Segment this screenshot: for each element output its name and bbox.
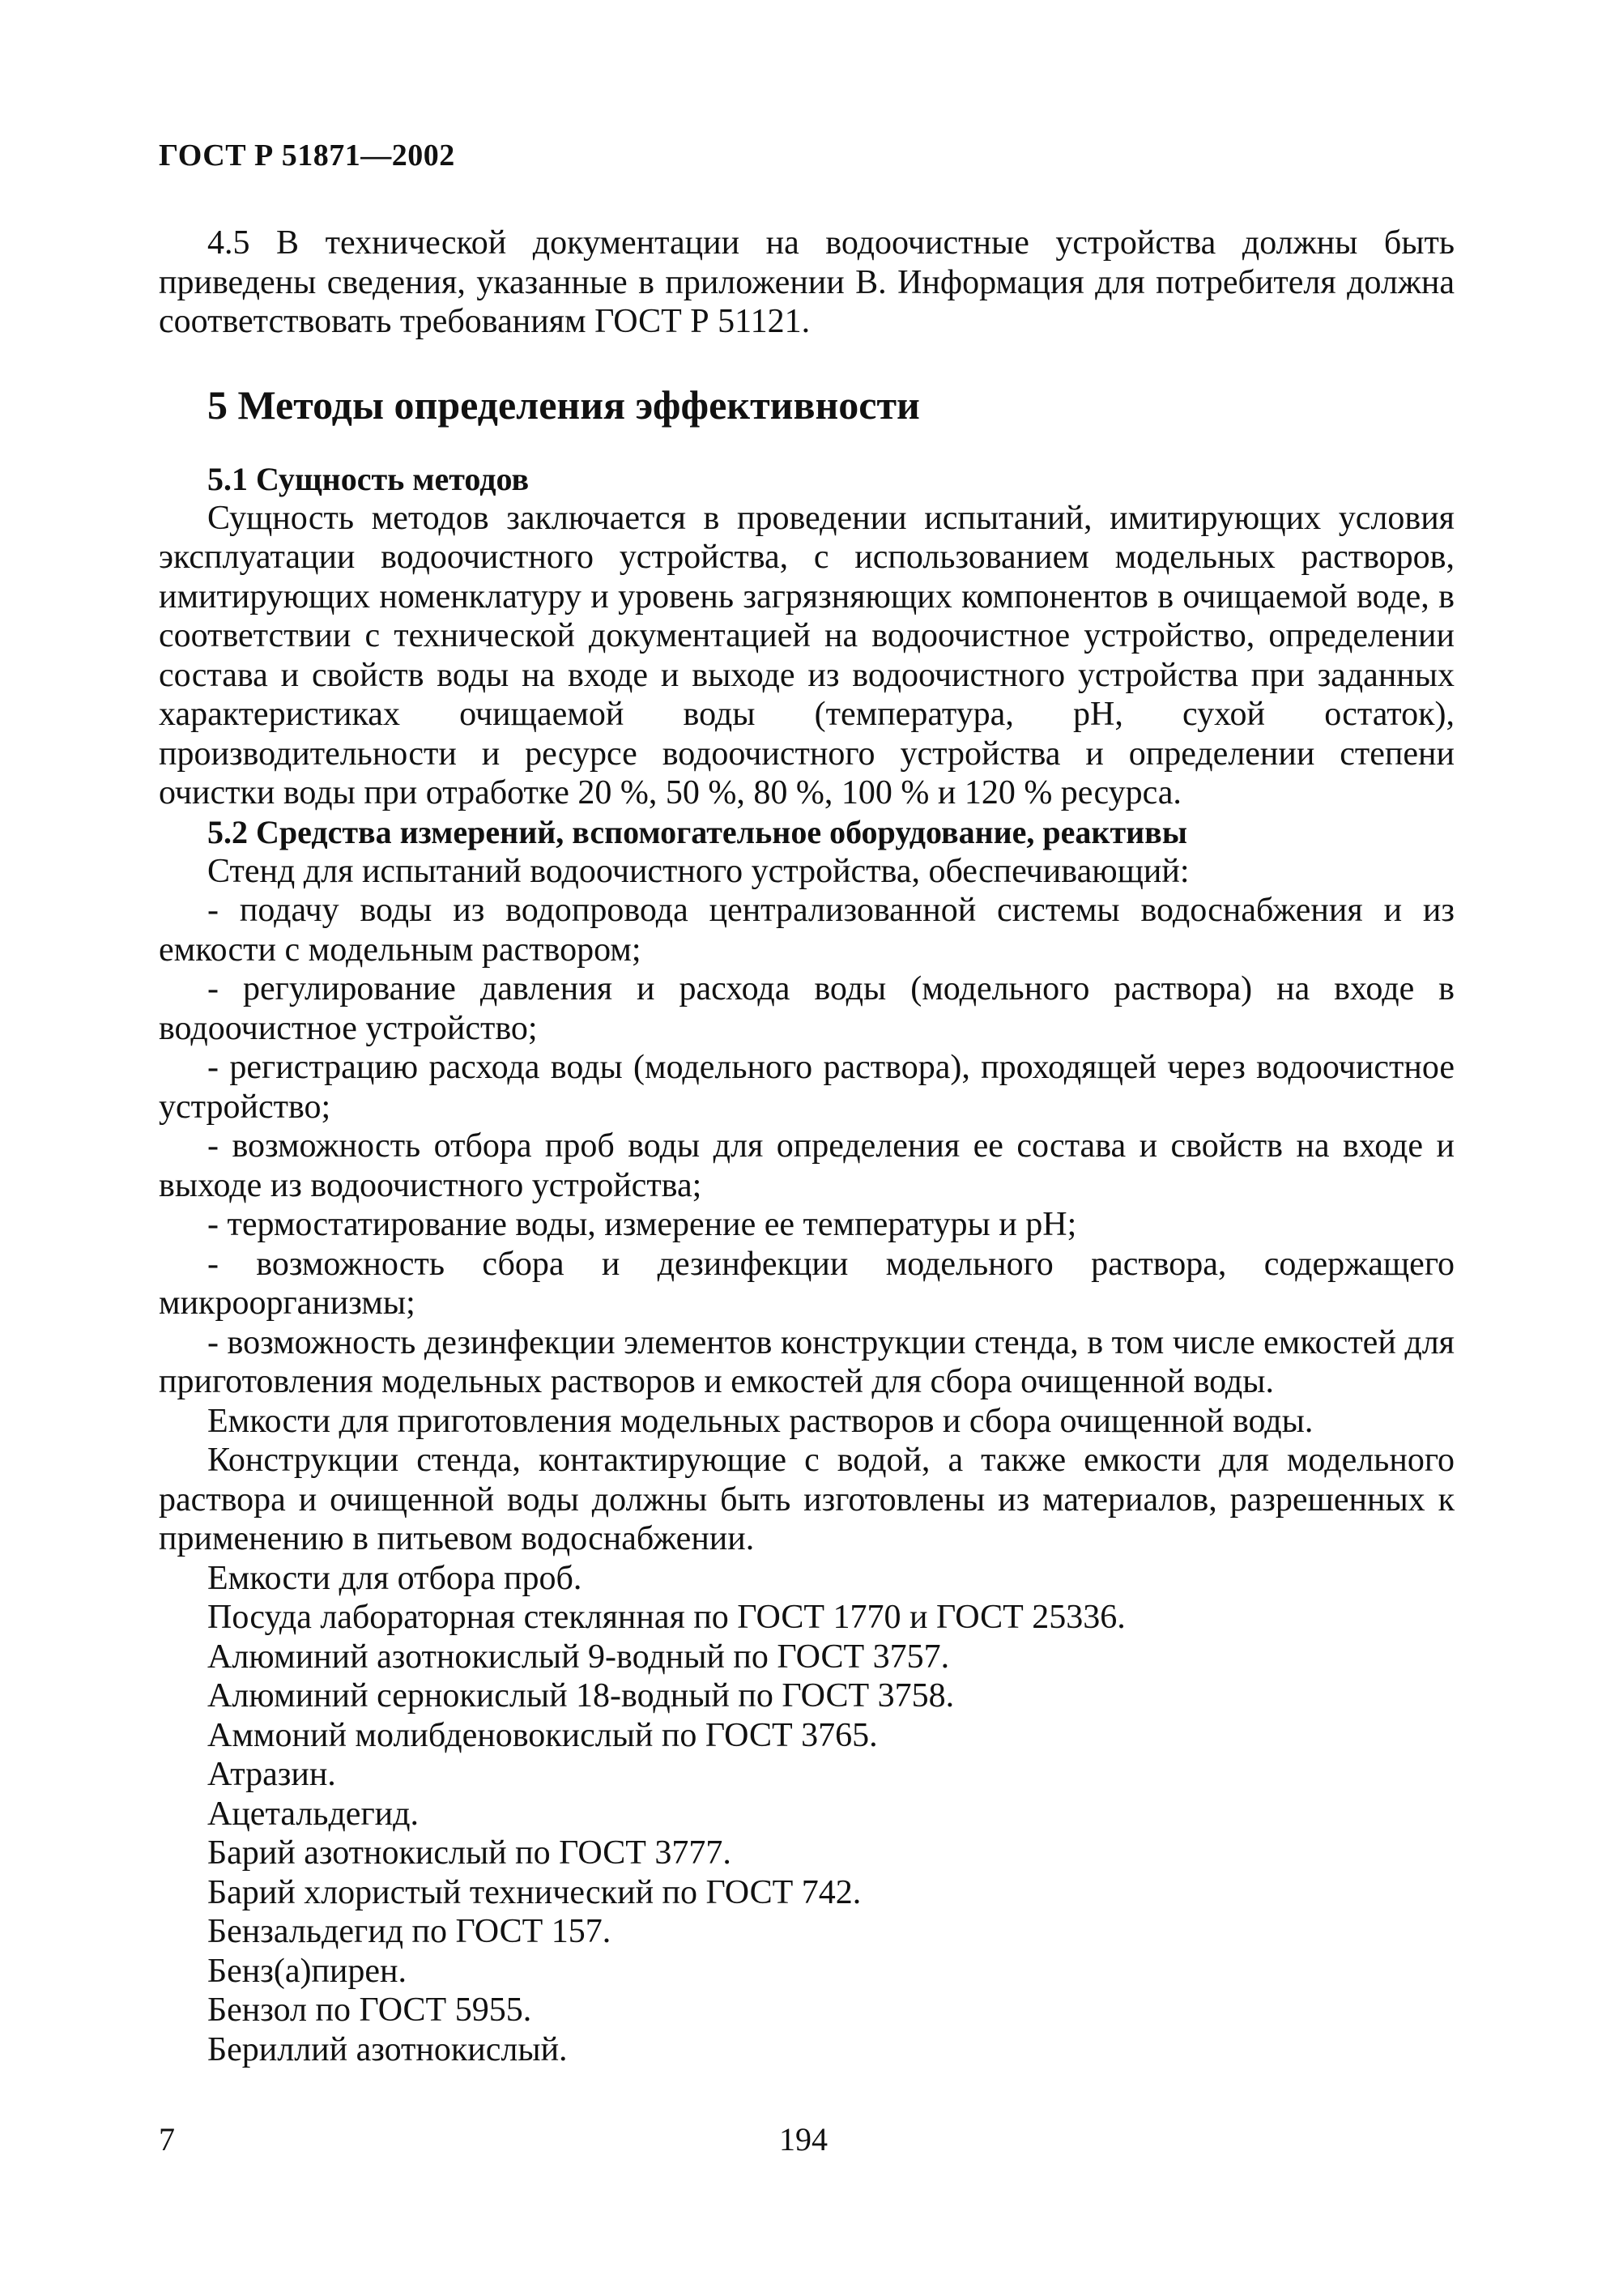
page-number-left: 7 — [159, 2121, 175, 2158]
stand-intro: Стенд для испытаний водоочистного устройства, обеспечивающий: — [207, 852, 1190, 890]
reagent-item: Алюминий сернокислый 18-водный по ГОСТ 3758. — [207, 1677, 955, 1715]
reagent-item: Бериллий азотнокислый. — [207, 2030, 568, 2068]
reagent-item: Барий азотнокислый по ГОСТ 3777. — [207, 1834, 731, 1872]
reagent-item: Ацетальдегид. — [207, 1795, 420, 1833]
standard-code-header: ГОСТ Р 51871—2002 — [159, 138, 455, 173]
stand-item: - возможность сбора и дезинфекции модельного раствора, содержащего микроорганизмы; — [159, 1245, 1455, 1322]
reagent-item: Бензальдегид по ГОСТ 157. — [207, 1913, 611, 1950]
stand-item: - термостатирование воды, измерение ее температуры и pH; — [207, 1206, 1077, 1243]
reagent-item: Емкости для отбора проб. — [207, 1559, 582, 1597]
reagent-item: Бенз(а)пирен. — [207, 1952, 407, 1990]
document-page — [159, 136, 1455, 2069]
stand-item: - подачу воды из водопровода централизованной системы водоснабжения и из емкости с модельным раствором; — [159, 892, 1455, 969]
subsection-5-2-title: 5.2 Средства измерений, вспомогательное оборудование, реактивы — [207, 813, 1187, 850]
stand-item: - возможность дезинфекции элементов конструкции стенда, в том числе емкостей для приготовления модельных растворов и емкостей для сбора очищенной воды. — [159, 1323, 1455, 1400]
reagent-item: Аммоний молибденовокислый по ГОСТ 3765. — [207, 1716, 878, 1754]
reagent-item: Посуда лабораторная стеклянная по ГОСТ 1770 и ГОСТ 25336. — [207, 1599, 1126, 1636]
reagent-item: Алюминий азотнокислый 9-водный по ГОСТ 3757. — [207, 1638, 950, 1676]
page-number-center: 194 — [779, 2121, 828, 2158]
stand-item: - регулирование давления и расхода воды (модельного раствора) на входе в водоочистное устройство; — [159, 970, 1455, 1047]
reagent-item: Барий хлористый технический по ГОСТ 742. — [207, 1873, 862, 1911]
subsection-5-1-title: 5.1 Сущность методов — [207, 460, 530, 497]
clause-4-5: 4.5 В технической документации на водоочистные устройства должны быть приведены сведения, указанные в приложении В. Информация для потребителя должна соответствовать требованиям ГОСТ Р 51121. — [159, 224, 1455, 340]
stand-item: - регистрацию расхода воды (модельного раствора), проходящей через водоочистное устройство; — [159, 1049, 1455, 1126]
section-5-title: 5 Методы определения эффективности — [207, 381, 920, 428]
containers-paragraph: Емкости для приготовления модельных растворов и сбора очищенной воды. — [207, 1402, 1314, 1440]
reagent-item: Атразин. — [207, 1756, 336, 1793]
reagent-item: Бензол по ГОСТ 5955. — [207, 1991, 532, 2029]
subsection-5-1-text: Сущность методов заключается в проведении испытаний, имитирующих условия эксплуатации водоочистного устройства, с использованием модельных растворов, имитирующих номенклатуру и уровень загрязняющих компонентов в очищаемой воде, в соответствии с технической документацией на водоочистное устройство, определении состава и свойств воды на входе и выходе из водоочистного устройства при заданных характеристиках очищаемой воды (температура, pH, сухой остаток), производительности и ресурсе водоочистного устройства и определении степени очистки воды при отработке 20 %, 50 %, 80 %, 100 % и 120 % ресурса. — [159, 499, 1455, 811]
stand-item: - возможность отбора проб воды для определения ее состава и свойств на входе и выходе из водоочистного устройства; — [159, 1127, 1455, 1204]
construction-paragraph: Конструкции стенда, контактирующие с водой, а также емкости для модельного раствора и очищенной воды должны быть изготовлены из материалов, разрешенных к применению в питьевом водоснабжении. — [159, 1442, 1455, 1557]
